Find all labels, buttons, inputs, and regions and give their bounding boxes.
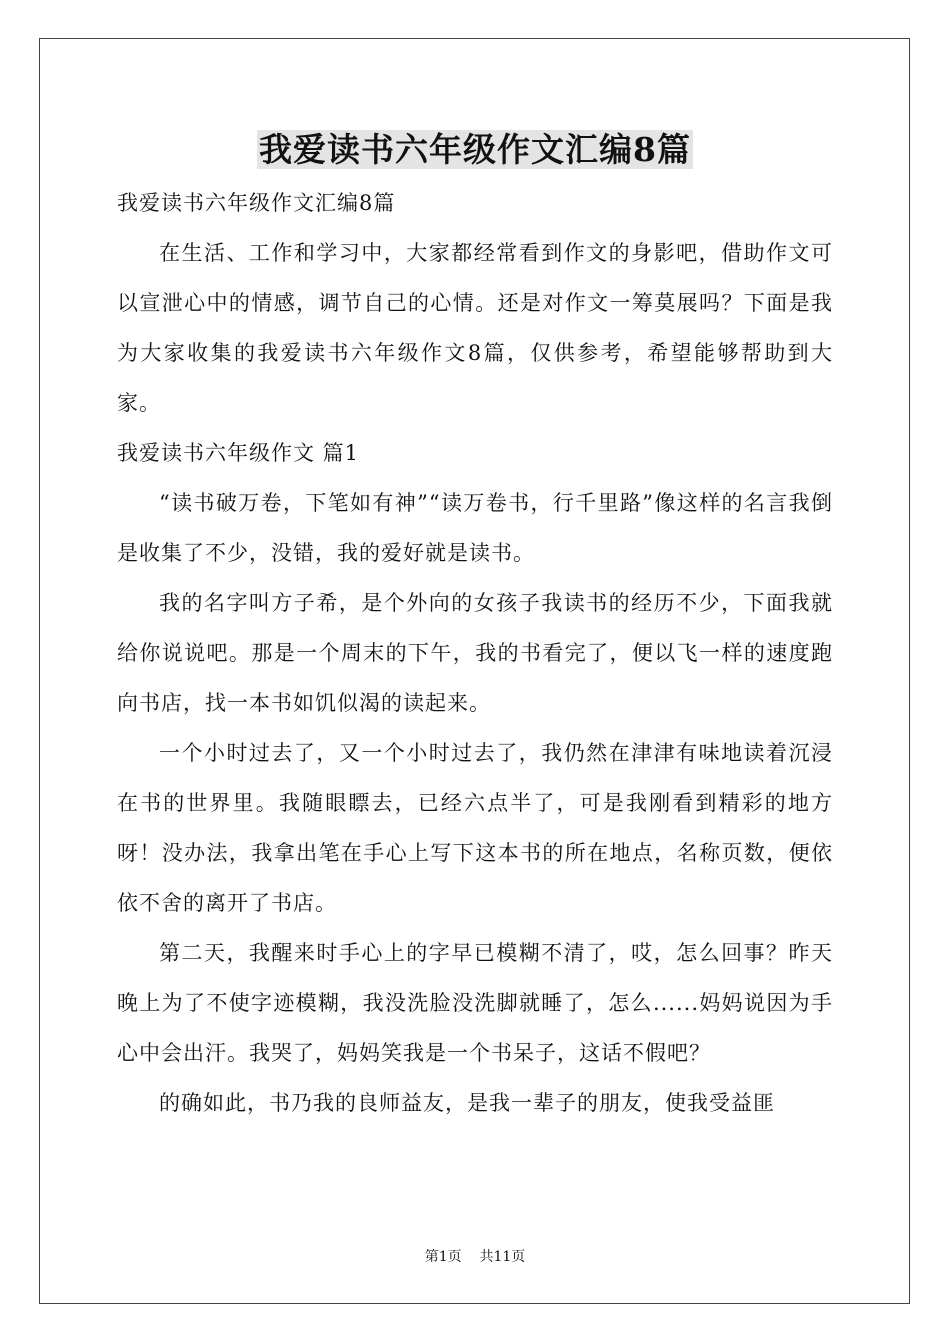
body-paragraph: 我的名字叫方子希，是个外向的女孩子我读书的经历不少，下面我就给你说说吧。那是一个周末的下午，我的书看完了，便以飞一样的速度跑向书店，找一本书如饥似渴的读起来。 [117, 591, 833, 715]
document-title [0, 128, 950, 172]
document-title-text: 我爱读书六年级作文汇编8篇 [259, 130, 691, 169]
intro-paragraph: 在生活、工作和学习中，大家都经常看到作文的身影吧，借助作文可以宣泄心中的情感，调节自己的心情。还是对作文一筹莫展吗？下面是我为大家收集的我爱读书六年级作文8篇，仅供参考，希望能够帮助到大家。 [117, 241, 833, 415]
page-number: 第1页 共11页 [424, 1249, 526, 1265]
body-paragraph: 的确如此，书乃我的良师益友，是我一辈子的朋友，使我受益匪 [159, 1091, 775, 1115]
subtitle-line: 我爱读书六年级作文汇编8篇 [117, 191, 396, 215]
body-paragraph: 第二天，我醒来时手心上的字早已模糊不清了，哎，怎么回事？昨天晚上为了不使字迹模糊，我没洗脸没洗脚就睡了，怎么......妈妈说因为手心中会出汗。我哭了，妈妈笑我是一个书呆子，这话不假吧？ [117, 941, 833, 1065]
section-heading: 我爱读书六年级作文 篇1 [117, 441, 360, 465]
document-body [117, 178, 833, 1128]
page-footer [0, 1247, 950, 1267]
body-paragraph: “读书破万卷，下笔如有神”“读万卷书，行千里路”像这样的名言我倒是收集了不少，没错，我的爱好就是读书。 [117, 491, 833, 565]
body-paragraph: 一个小时过去了，又一个小时过去了，我仍然在津津有味地读着沉浸在书的世界里。我随眼瞟去，已经六点半了，可是我刚看到精彩的地方呀！没办法，我拿出笔在手心上写下这本书的所在地点，名称页数，便依依不舍的离开了书店。 [117, 741, 833, 915]
